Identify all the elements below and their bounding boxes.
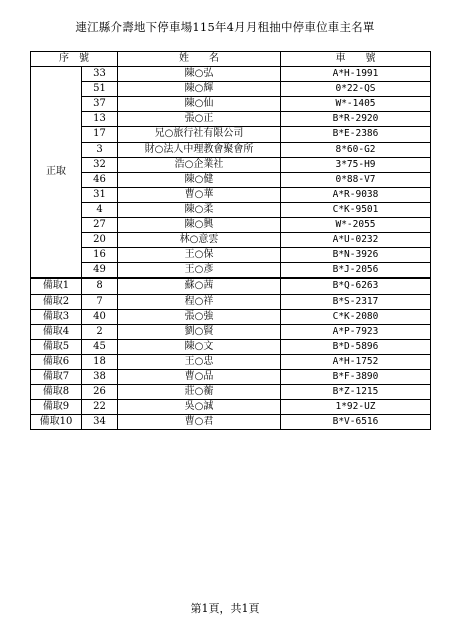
draw-number: 37: [82, 97, 118, 112]
header-seq: 序 號: [31, 52, 118, 67]
table-row: [31, 127, 431, 142]
table-row: [31, 187, 431, 202]
backup-label: 備取9: [31, 400, 82, 415]
draw-number: 18: [82, 354, 118, 369]
table-header-row: [31, 52, 431, 67]
plate-number: 1*92-UZ: [281, 400, 431, 415]
backup-label: 備取10: [31, 415, 82, 430]
owner-name: 陳○文: [118, 339, 281, 354]
table-row: [31, 263, 431, 279]
owner-name: 陳○弘: [118, 67, 281, 82]
draw-number: 22: [82, 400, 118, 415]
header-plate: 車 號: [281, 52, 431, 67]
draw-number: 38: [82, 369, 118, 384]
table-row: [31, 233, 431, 248]
draw-number: 17: [82, 127, 118, 142]
draw-number: 51: [82, 82, 118, 97]
table-row: [31, 309, 431, 324]
table-row: [31, 218, 431, 233]
plate-number: W*-2055: [281, 218, 431, 233]
table-row: [31, 67, 431, 82]
plate-number: A*P-7923: [281, 324, 431, 339]
table-row: [31, 157, 431, 172]
owner-name: 浩○企業社: [118, 157, 281, 172]
draw-number: 27: [82, 218, 118, 233]
backup-label: 備取6: [31, 354, 82, 369]
draw-number: 8: [82, 278, 118, 294]
plate-number: A*H-1752: [281, 354, 431, 369]
draw-number: 49: [82, 263, 118, 279]
plate-number: B*D-5896: [281, 339, 431, 354]
backup-label: 備取4: [31, 324, 82, 339]
backup-list: [31, 278, 431, 429]
plate-number: B*J-2056: [281, 263, 431, 279]
draw-number: 46: [82, 172, 118, 187]
table-row: [31, 142, 431, 157]
owner-name: 吳○誠: [118, 400, 281, 415]
table-row: [31, 354, 431, 369]
owner-name: 蘇○茜: [118, 278, 281, 294]
owner-name: 陳○健: [118, 172, 281, 187]
owner-name: 王○保: [118, 248, 281, 263]
owner-name: 陳○柔: [118, 202, 281, 217]
plate-number: B*V-6516: [281, 415, 431, 430]
draw-number: 7: [82, 294, 118, 309]
owner-name: 兄○旅行社有限公司: [118, 127, 281, 142]
owner-name: 程○祥: [118, 294, 281, 309]
plate-number: B*S-2317: [281, 294, 431, 309]
main-list: [31, 67, 431, 279]
table-row: [31, 324, 431, 339]
table-row: [31, 97, 431, 112]
backup-label: 備取1: [31, 278, 82, 294]
plate-number: 0*88-V7: [281, 172, 431, 187]
owner-name: 陳○輝: [118, 82, 281, 97]
draw-number: 13: [82, 112, 118, 127]
plate-number: W*-1405: [281, 97, 431, 112]
draw-number: 20: [82, 233, 118, 248]
owner-name: 曹○君: [118, 415, 281, 430]
plate-number: A*H-1991: [281, 67, 431, 82]
table-row: [31, 415, 431, 430]
header-name: 姓 名: [118, 52, 281, 67]
table-row: [31, 385, 431, 400]
plate-number: 0*22-QS: [281, 82, 431, 97]
plate-number: B*Q-6263: [281, 278, 431, 294]
plate-number: C*K-9501: [281, 202, 431, 217]
draw-number: 26: [82, 385, 118, 400]
table-row: [31, 172, 431, 187]
owner-name: 曹○品: [118, 369, 281, 384]
draw-number: 31: [82, 187, 118, 202]
draw-number: 3: [82, 142, 118, 157]
owner-name: 財○法人中理教會聚會所: [118, 142, 281, 157]
owner-name: 莊○蘅: [118, 385, 281, 400]
owner-name: 陳○仙: [118, 97, 281, 112]
plate-number: B*F-3890: [281, 369, 431, 384]
owner-name: 林○意雲: [118, 233, 281, 248]
backup-label: 備取5: [31, 339, 82, 354]
draw-number: 34: [82, 415, 118, 430]
table-row: [31, 112, 431, 127]
owner-name: 王○忠: [118, 354, 281, 369]
plate-number: B*Z-1215: [281, 385, 431, 400]
draw-number: 32: [82, 157, 118, 172]
owner-name: 曹○華: [118, 187, 281, 202]
table-row: [31, 82, 431, 97]
plate-number: A*U-0232: [281, 233, 431, 248]
table-row: [31, 202, 431, 217]
plate-number: B*E-2386: [281, 127, 431, 142]
draw-number: 2: [82, 324, 118, 339]
backup-label: 備取2: [31, 294, 82, 309]
backup-label: 備取7: [31, 369, 82, 384]
owner-name: 劉○賢: [118, 324, 281, 339]
plate-number: 8*60-G2: [281, 142, 431, 157]
table-row: [31, 278, 431, 294]
draw-number: 4: [82, 202, 118, 217]
plate-number: B*N-3926: [281, 248, 431, 263]
owner-name: 張○正: [118, 112, 281, 127]
draw-number: 45: [82, 339, 118, 354]
owner-name: 陳○興: [118, 218, 281, 233]
page-footer: 第1頁，共1頁: [190, 602, 260, 615]
plate-number: A*R-9038: [281, 187, 431, 202]
table-row: [31, 400, 431, 415]
table-row: [31, 339, 431, 354]
table-row: [31, 369, 431, 384]
plate-number: B*R-2920: [281, 112, 431, 127]
draw-number: 40: [82, 309, 118, 324]
group-label: 正取: [31, 67, 82, 279]
plate-number: C*K-2080: [281, 309, 431, 324]
owner-name: 王○彥: [118, 263, 281, 279]
draw-number: 16: [82, 248, 118, 263]
page-title: 連江縣介壽地下停車場115年4月月租抽中停車位車主名單: [75, 20, 375, 34]
backup-label: 備取8: [31, 385, 82, 400]
draw-number: 33: [82, 67, 118, 82]
roster-table: [30, 51, 431, 430]
table-row: [31, 248, 431, 263]
table-row: [31, 294, 431, 309]
owner-name: 張○強: [118, 309, 281, 324]
plate-number: 3*75-H9: [281, 157, 431, 172]
backup-label: 備取3: [31, 309, 82, 324]
